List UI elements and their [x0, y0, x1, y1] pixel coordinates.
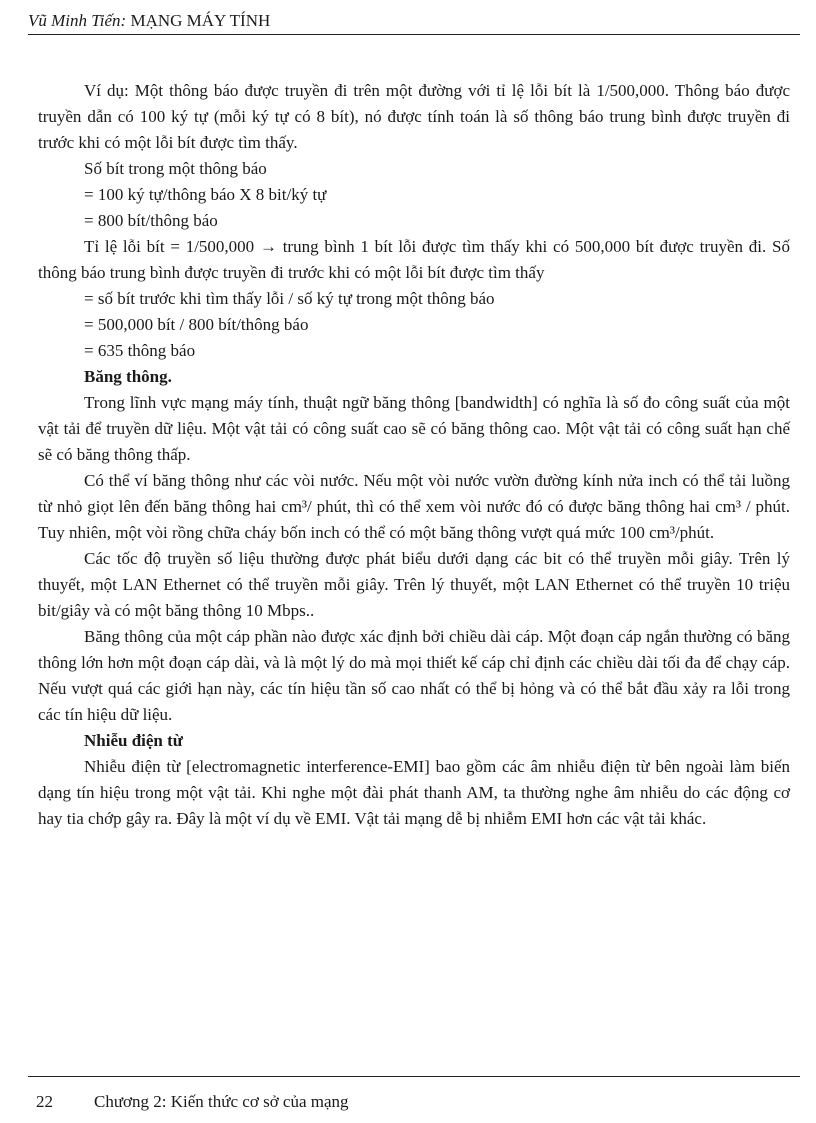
calc2-line3: = 635 thông báo	[84, 341, 196, 360]
error-rate-paragraph: Tỉ lệ lỗi bít = 1/500,000 → trung bình 1 bít lỗi được tìm thấy khi có 500,000 bít được truyền đi. Số thông báo trung bình được truyền đi trước khi có một lỗi bít được tìm thấy	[38, 237, 790, 282]
calc2-line1: = số bít trước khi tìm thấy lỗi / số ký tự trong một thông báo	[84, 289, 495, 308]
bandwidth-paragraph-4: Băng thông của một cáp phần nào được xác định bởi chiều dài cáp. Một đoạn cáp ngắn thường có băng thông lớn hơn một đoạn cáp dài, và là một lý do mà mọi thiết kế cáp chỉ định các chiều dài tối đa để chạy cáp. Nếu vượt quá các giới hạn này, các tín hiệu tần số cao nhất có thể bị hỏng và có thể bắt đầu xảy ra lỗi trong các tín hiệu dữ liệu.	[38, 627, 790, 724]
emi-paragraph: Nhiễu điện từ [electromagnetic interference-EMI] bao gồm các âm nhiễu điện từ bên ngoài làm biến dạng tín hiệu trong một vật tải. Khi nghe một đài phát thanh AM, ta thường nghe âm nhiễu do các động cơ hay tia chớp gây ra. Đây là một ví dụ về EMI. Vật tải mạng dễ bị nhiễm EMI hơn các vật tải khác.	[38, 757, 790, 828]
calc1-line2: = 100 ký tự/thông báo X 8 bit/ký tự	[84, 185, 327, 204]
page-number: 22	[36, 1092, 53, 1111]
example-intro-paragraph: Ví dụ: Một thông báo được truyền đi trên một đường với tỉ lệ lỗi bít là 1/500,000. Thông báo được truyền dẫn có 100 ký tự (mỗi ký tự có 8 bít), nó được tính toán là số thông báo trung bình được truyền đi trước khi có một lỗi bít được tìm thấy.	[38, 81, 790, 152]
footer-chapter: Chương 2: Kiến thức cơ sở của mạng	[94, 1092, 349, 1111]
bandwidth-paragraph-2: Có thể ví băng thông như các vòi nước. Nếu một vòi nước vườn đường kính nửa inch có thể tải luồng từ nhỏ giọt lên đến băng thông hai cm³/ phút, thì có thể xem vòi nước đó có được băng thông hai cm³ / phút. Tuy nhiên, một vòi rồng chữa cháy bốn inch có thể có một băng thông vượt quá mức 100 cm³/phút.	[38, 471, 790, 542]
bandwidth-heading: Băng thông.	[84, 367, 172, 386]
page-header	[28, 8, 800, 35]
calc1-line3: = 800 bít/thông báo	[84, 211, 218, 230]
page-footer	[28, 1076, 800, 1115]
calc2-line2: = 500,000 bít / 800 bít/thông báo	[84, 315, 309, 334]
header-author: Vũ Minh Tiến:	[28, 11, 127, 30]
page-body	[38, 78, 790, 832]
calc1-line1: Số bít trong một thông báo	[84, 159, 267, 178]
bandwidth-paragraph-1: Trong lĩnh vực mạng máy tính, thuật ngữ băng thông [bandwidth] có nghĩa là số đo công suất của một vật tải để truyền dữ liệu. Một vật tải có công suất cao sẽ có băng thông cao. Một vật tải có công suất hạn chế sẽ có băng thông thấp.	[38, 393, 790, 464]
emi-heading: Nhiễu điện từ	[84, 731, 183, 750]
bandwidth-paragraph-3: Các tốc độ truyền số liệu thường được phát biểu dưới dạng các bit có thể truyền mỗi giây. Trên lý thuyết, một LAN Ethernet có thể truyền mỗi giây. Trên lý thuyết, một LAN Ethernet có thể truyền 10 triệu bit/giây và có một băng thông 10 Mbps..	[38, 549, 790, 620]
header-book-title: MẠNG MÁY TÍNH	[126, 11, 271, 30]
